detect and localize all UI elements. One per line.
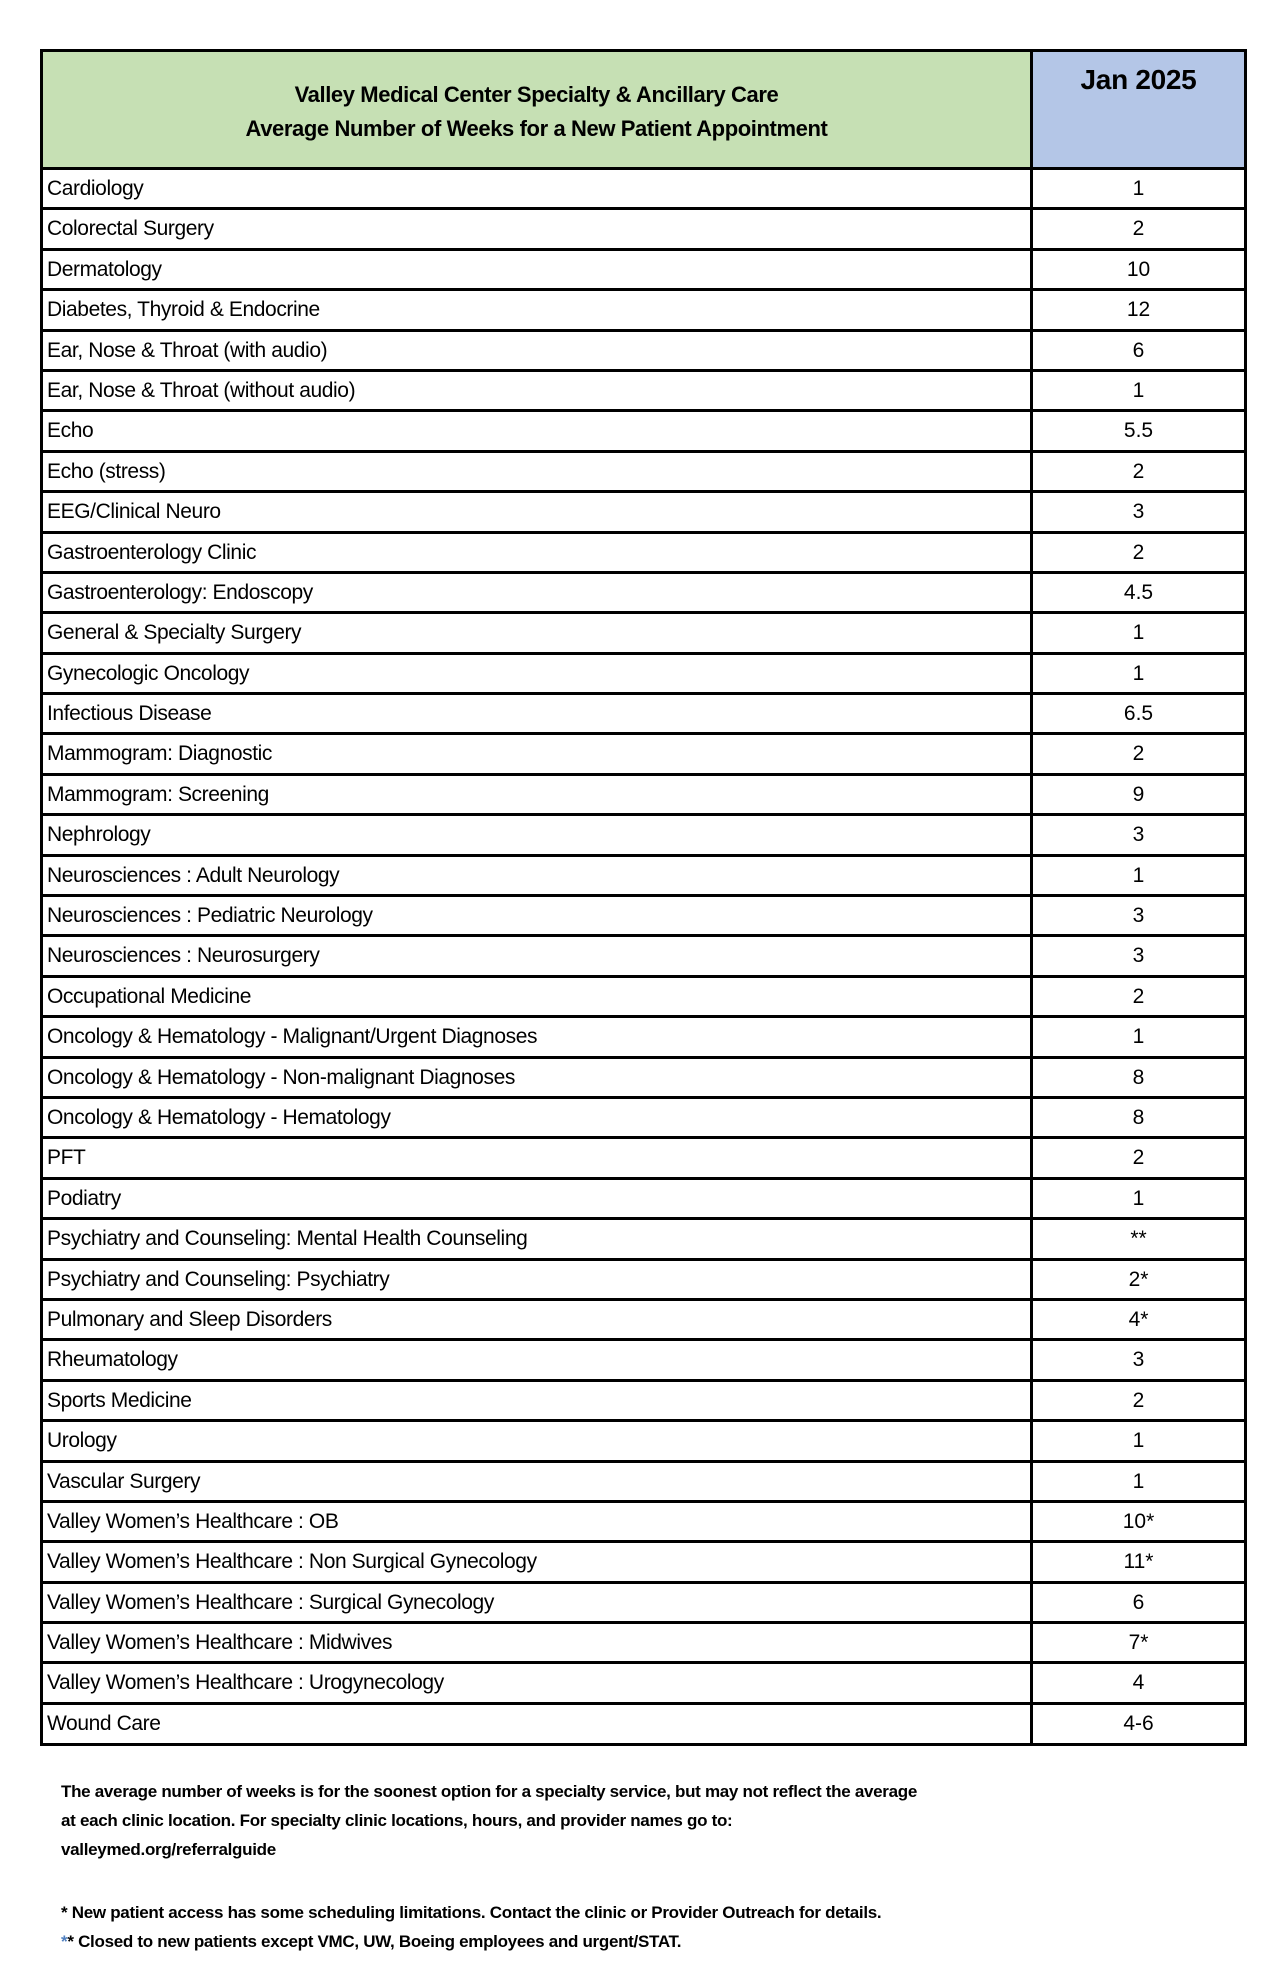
weeks-value: 2 [1132,540,1145,564]
table-row [43,1261,1244,1301]
table-row [43,816,1244,856]
footnote-double-text: Closed to new patients except VMC, UW, Boeing employees and urgent/STAT. [73,1932,682,1951]
table-row [43,170,1244,210]
weeks-value: 10* [1122,1509,1155,1533]
specialty-name: Wound Care [43,1705,1033,1743]
specialty-name: Neurosciences : Neurosurgery [43,937,1033,974]
table-row [43,493,1244,533]
weeks-value: 1 [1132,177,1145,200]
weeks-value: 12 [1126,298,1151,322]
weeks-value: 8 [1132,1065,1145,1089]
weeks-value: 9 [1132,782,1145,806]
weeks-value: 11* [1123,1550,1154,1574]
table-row [43,1503,1244,1543]
specialty-name: Cardiology [43,170,1033,207]
table-body [43,170,1244,1743]
referral-guide-link[interactable]: valleymed.org/referralguide [61,1840,276,1859]
specialty-name: Sports Medicine [43,1382,1033,1419]
table-row [43,1018,1244,1058]
weeks-value: 6.5 [1123,702,1154,726]
specialty-name: Podiatry [43,1180,1033,1217]
table-row [43,978,1244,1018]
weeks-value: 1 [1132,1186,1145,1210]
weeks-value: 2 [1132,217,1145,241]
specialty-name: Diabetes, Thyroid & Endocrine [43,291,1033,328]
specialty-name: General & Specialty Surgery [43,614,1033,651]
weeks-value: 4-6 [1123,1711,1154,1735]
table-subtitle: Average Number of Weeks for a New Patient Appointment [245,115,828,141]
spacer [61,1864,1241,1898]
table-row [43,1301,1244,1341]
table-title: Valley Medical Center Specialty & Ancillary Care [294,81,779,107]
table-row [43,776,1244,816]
specialty-name: EEG/Clinical Neuro [43,493,1033,530]
weeks-value: 5.5 [1123,419,1154,443]
weeks-value: 2 [1132,984,1145,1008]
specialty-name: Neurosciences : Adult Neurology [43,857,1033,894]
table-row [43,897,1244,937]
table-row [43,1382,1244,1422]
weeks-value: 1 [1132,863,1145,887]
specialty-name: Psychiatry and Counseling: Mental Health Counseling [43,1220,1033,1257]
table-row [43,1220,1244,1260]
specialty-name: Valley Women’s Healthcare : OB [43,1503,1033,1540]
weeks-value: 1 [1132,1025,1145,1049]
specialty-name: Vascular Surgery [43,1463,1033,1500]
table-row [43,1341,1244,1381]
weeks-value: 3 [1132,904,1145,928]
table-row [43,251,1244,291]
specialty-name: Oncology & Hematology - Hematology [43,1099,1033,1136]
table-row [43,372,1244,412]
weeks-value: 10 [1126,257,1151,281]
specialty-name: Echo (stress) [43,453,1033,490]
specialty-name: Psychiatry and Counseling: Psychiatry [43,1261,1033,1298]
specialty-name: Echo [43,412,1033,449]
weeks-value: 8 [1132,1105,1145,1129]
weeks-value: 2 [1132,459,1145,483]
specialty-name: Pulmonary and Sleep Disorders [43,1301,1033,1338]
specialty-name: Oncology & Hematology - Malignant/Urgent Diagnoses [43,1018,1033,1055]
specialty-name: Dermatology [43,251,1033,288]
specialty-name: Valley Women’s Healthcare : Urogynecology [43,1664,1033,1701]
month-column-header: Jan 2025 [1033,52,1244,167]
specialty-name: Valley Women’s Healthcare : Midwives [43,1624,1033,1661]
table-row [43,1624,1244,1664]
weeks-value: 3 [1132,500,1145,524]
weeks-value: 3 [1132,944,1145,968]
weeks-value: 2* [1128,1267,1149,1291]
specialty-name: Oncology & Hematology - Non-malignant Diagnoses [43,1059,1033,1096]
weeks-value: 1 [1132,661,1145,685]
table-row [43,574,1244,614]
specialty-name: PFT [43,1139,1033,1176]
specialty-name: Gynecologic Oncology [43,655,1033,692]
table-row [43,1463,1244,1503]
table-row [43,735,1244,775]
specialty-name: Ear, Nose & Throat (with audio) [43,332,1033,369]
table-row [43,453,1244,493]
weeks-value: 1 [1132,1429,1145,1453]
table-row [43,1584,1244,1624]
table-row [43,695,1244,735]
table-row [43,614,1244,654]
table-row [43,1099,1244,1139]
weeks-value: 1 [1132,378,1145,402]
table-row [43,1664,1244,1704]
footnote-double-asterisk [61,1927,1241,1956]
table-row [43,655,1244,695]
specialty-name: Colorectal Surgery [43,210,1033,247]
weeks-value: 4.5 [1123,580,1154,604]
table-row [43,1059,1244,1099]
specialty-name: Urology [43,1422,1033,1459]
specialty-name: Gastroenterology: Endoscopy [43,574,1033,611]
specialty-name: Occupational Medicine [43,978,1033,1015]
specialty-name: Infectious Disease [43,695,1033,732]
specialty-name: Mammogram: Screening [43,776,1033,813]
table-row [43,210,1244,250]
table-header [43,52,1244,170]
weeks-value: 3 [1132,823,1145,847]
weeks-value: 7* [1128,1631,1149,1655]
table-row [43,412,1244,452]
specialty-name: Mammogram: Diagnostic [43,735,1033,772]
table-row [43,1705,1244,1743]
weeks-value: 4* [1128,1307,1149,1331]
weeks-value: 3 [1132,1348,1145,1372]
specialty-name: Rheumatology [43,1341,1033,1378]
table-row [43,332,1244,372]
table-row [43,1422,1244,1462]
specialty-name: Valley Women’s Healthcare : Non Surgical Gynecology [43,1543,1033,1580]
table-row [43,937,1244,977]
footnote-single-asterisk: * New patient access has some scheduling limitations. Contact the clinic or Provider Outreach for details. [61,1903,882,1922]
wait-times-table [40,49,1247,1746]
note-paragraph-line1: The average number of weeks is for the soonest option for a specialty service, but may not reflect the average [61,1782,917,1801]
weeks-value: 6 [1132,338,1145,362]
footnotes [61,1777,1241,1956]
weeks-value: ** [1130,1227,1147,1251]
table-row [43,534,1244,574]
table-row [43,291,1244,331]
weeks-value: 1 [1132,621,1145,645]
table-title-cell [43,52,1033,167]
specialty-name: Nephrology [43,816,1033,853]
specialty-name: Neurosciences : Pediatric Neurology [43,897,1033,934]
footnote-marker: * [67,1932,74,1951]
footnote-marker-blue: * [61,1932,68,1951]
weeks-value: 2 [1132,1388,1145,1412]
table-row [43,1180,1244,1220]
note-paragraph-line2: at each clinic location. For specialty clinic locations, hours, and provider names go to: [61,1811,733,1830]
table-row [43,1139,1244,1179]
specialty-name: Ear, Nose & Throat (without audio) [43,372,1033,409]
weeks-value: 2 [1132,1146,1145,1170]
weeks-value: 1 [1132,1469,1145,1493]
weeks-value: 2 [1132,742,1145,766]
table-row [43,1543,1244,1583]
table-row [43,857,1244,897]
specialty-name: Gastroenterology Clinic [43,534,1033,571]
specialty-name: Valley Women’s Healthcare : Surgical Gynecology [43,1584,1033,1621]
weeks-value: 4 [1132,1671,1145,1695]
weeks-value: 6 [1132,1590,1145,1614]
